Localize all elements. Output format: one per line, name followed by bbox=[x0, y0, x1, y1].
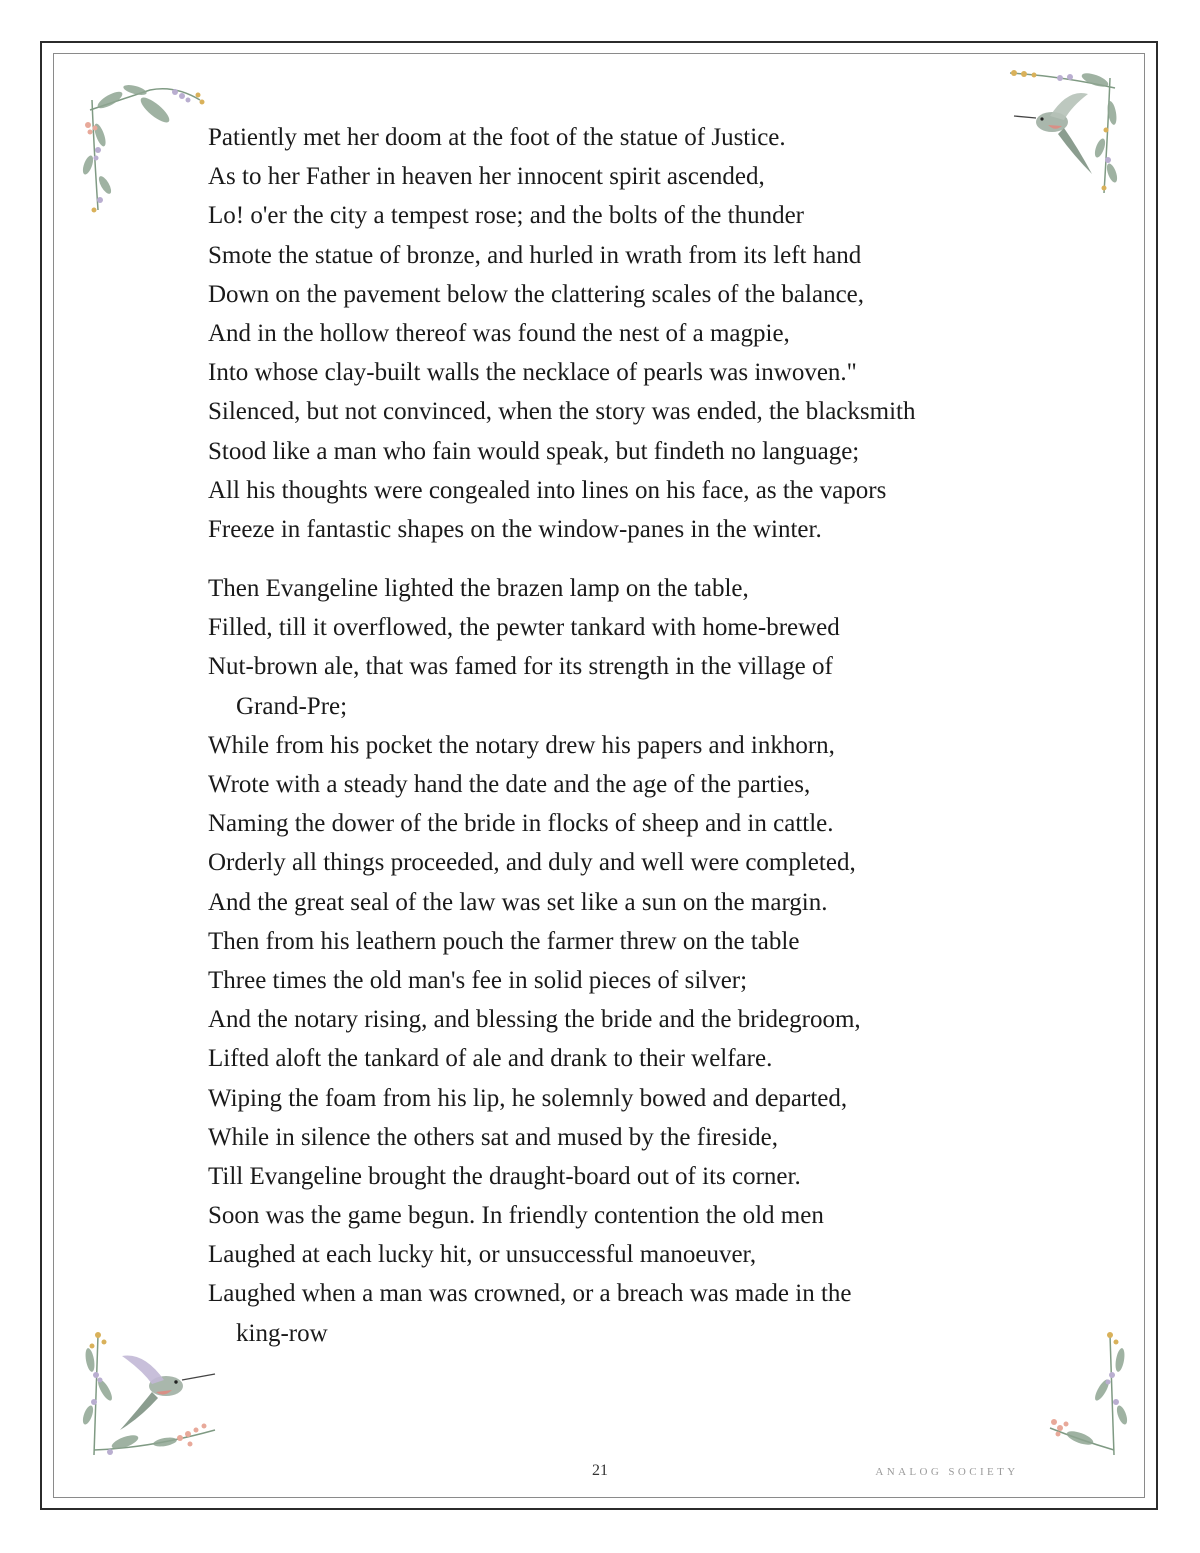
poem-line: Filled, till it overflowed, the pewter tankard with home-brewed bbox=[208, 614, 840, 642]
poem-body bbox=[208, 118, 1028, 1353]
brand-footer: ANALOG SOCIETY bbox=[875, 1466, 1019, 1478]
poem-line: Down on the pavement below the clattering scales of the balance, bbox=[208, 280, 865, 308]
poem-line: Three times the old man's fee in solid pieces of silver; bbox=[208, 966, 748, 994]
stanza bbox=[208, 118, 1028, 549]
poem-line: While from his pocket the notary drew his papers and inkhorn, bbox=[208, 731, 835, 759]
stanza bbox=[208, 569, 1028, 1353]
poem-line: Lifted aloft the tankard of ale and drank to their welfare. bbox=[208, 1045, 773, 1073]
poem-line: Smote the statue of bronze, and hurled in wrath from its left hand bbox=[208, 241, 862, 269]
poem-line: Laughed at each lucky hit, or unsuccessful manoeuver, bbox=[208, 1241, 757, 1269]
poem-line: Wiping the foam from his lip, he solemnly bowed and departed, bbox=[208, 1084, 848, 1112]
poem-line: As to her Father in heaven her innocent spirit ascended, bbox=[208, 163, 765, 191]
poem-line: Silenced, but not convinced, when the story was ended, the blacksmith bbox=[208, 398, 916, 426]
floral-corner-bottom-right bbox=[1040, 1330, 1130, 1460]
poem-line: Nut-brown ale, that was famed for its strength in the village of bbox=[208, 653, 833, 681]
poem-line: And the notary rising, and blessing the bride and the bridegroom, bbox=[208, 1006, 861, 1034]
page-number: 21 bbox=[592, 1462, 608, 1479]
poem-line: Soon was the game begun. In friendly contention the old men bbox=[208, 1202, 824, 1230]
poem-line: Patiently met her doom at the foot of the statue of Justice. bbox=[208, 124, 786, 151]
poem-line: Wrote with a steady hand the date and the age of the parties, bbox=[208, 771, 811, 798]
poem-line: Laughed when a man was crowned, or a breach was made in the bbox=[208, 1280, 852, 1308]
floral-corner-top-left bbox=[80, 80, 210, 220]
poem-line: Then from his leathern pouch the farmer threw on the table bbox=[208, 927, 800, 955]
poem-line: And the great seal of the law was set like a sun on the margin. bbox=[208, 888, 828, 916]
poem-line-continuation: Grand-Pre; bbox=[236, 692, 348, 720]
hummingbird-icon bbox=[120, 1356, 215, 1431]
poem-line: While in silence the others sat and mused by the fireside, bbox=[208, 1123, 778, 1151]
poem-line: Orderly all things proceeded, and duly and well were completed, bbox=[208, 849, 856, 877]
poem-line: Freeze in fantastic shapes on the window-panes in the winter. bbox=[208, 515, 822, 543]
floral-corner-bottom-left bbox=[80, 1330, 220, 1460]
stanza-break bbox=[208, 549, 1028, 569]
poem-line: And in the hollow thereof was found the nest of a magpie, bbox=[208, 319, 790, 347]
poem-line: Naming the dower of the bride in flocks of sheep and in cattle. bbox=[208, 810, 834, 838]
poem-line: Stood like a man who fain would speak, but findeth no language; bbox=[208, 437, 860, 465]
poem-line: Till Evangeline brought the draught-board out of its corner. bbox=[208, 1162, 801, 1190]
poem-line: Lo! o'er the city a tempest rose; and the bolts of the thunder bbox=[208, 202, 804, 230]
poem-line: Into whose clay-built walls the necklace of pearls was inwoven." bbox=[208, 359, 857, 387]
poem-line: Then Evangeline lighted the brazen lamp on the table, bbox=[208, 575, 749, 603]
poem-line: All his thoughts were congealed into lines on his face, as the vapors bbox=[208, 476, 887, 504]
poem-line-continuation: king-row bbox=[236, 1319, 328, 1347]
